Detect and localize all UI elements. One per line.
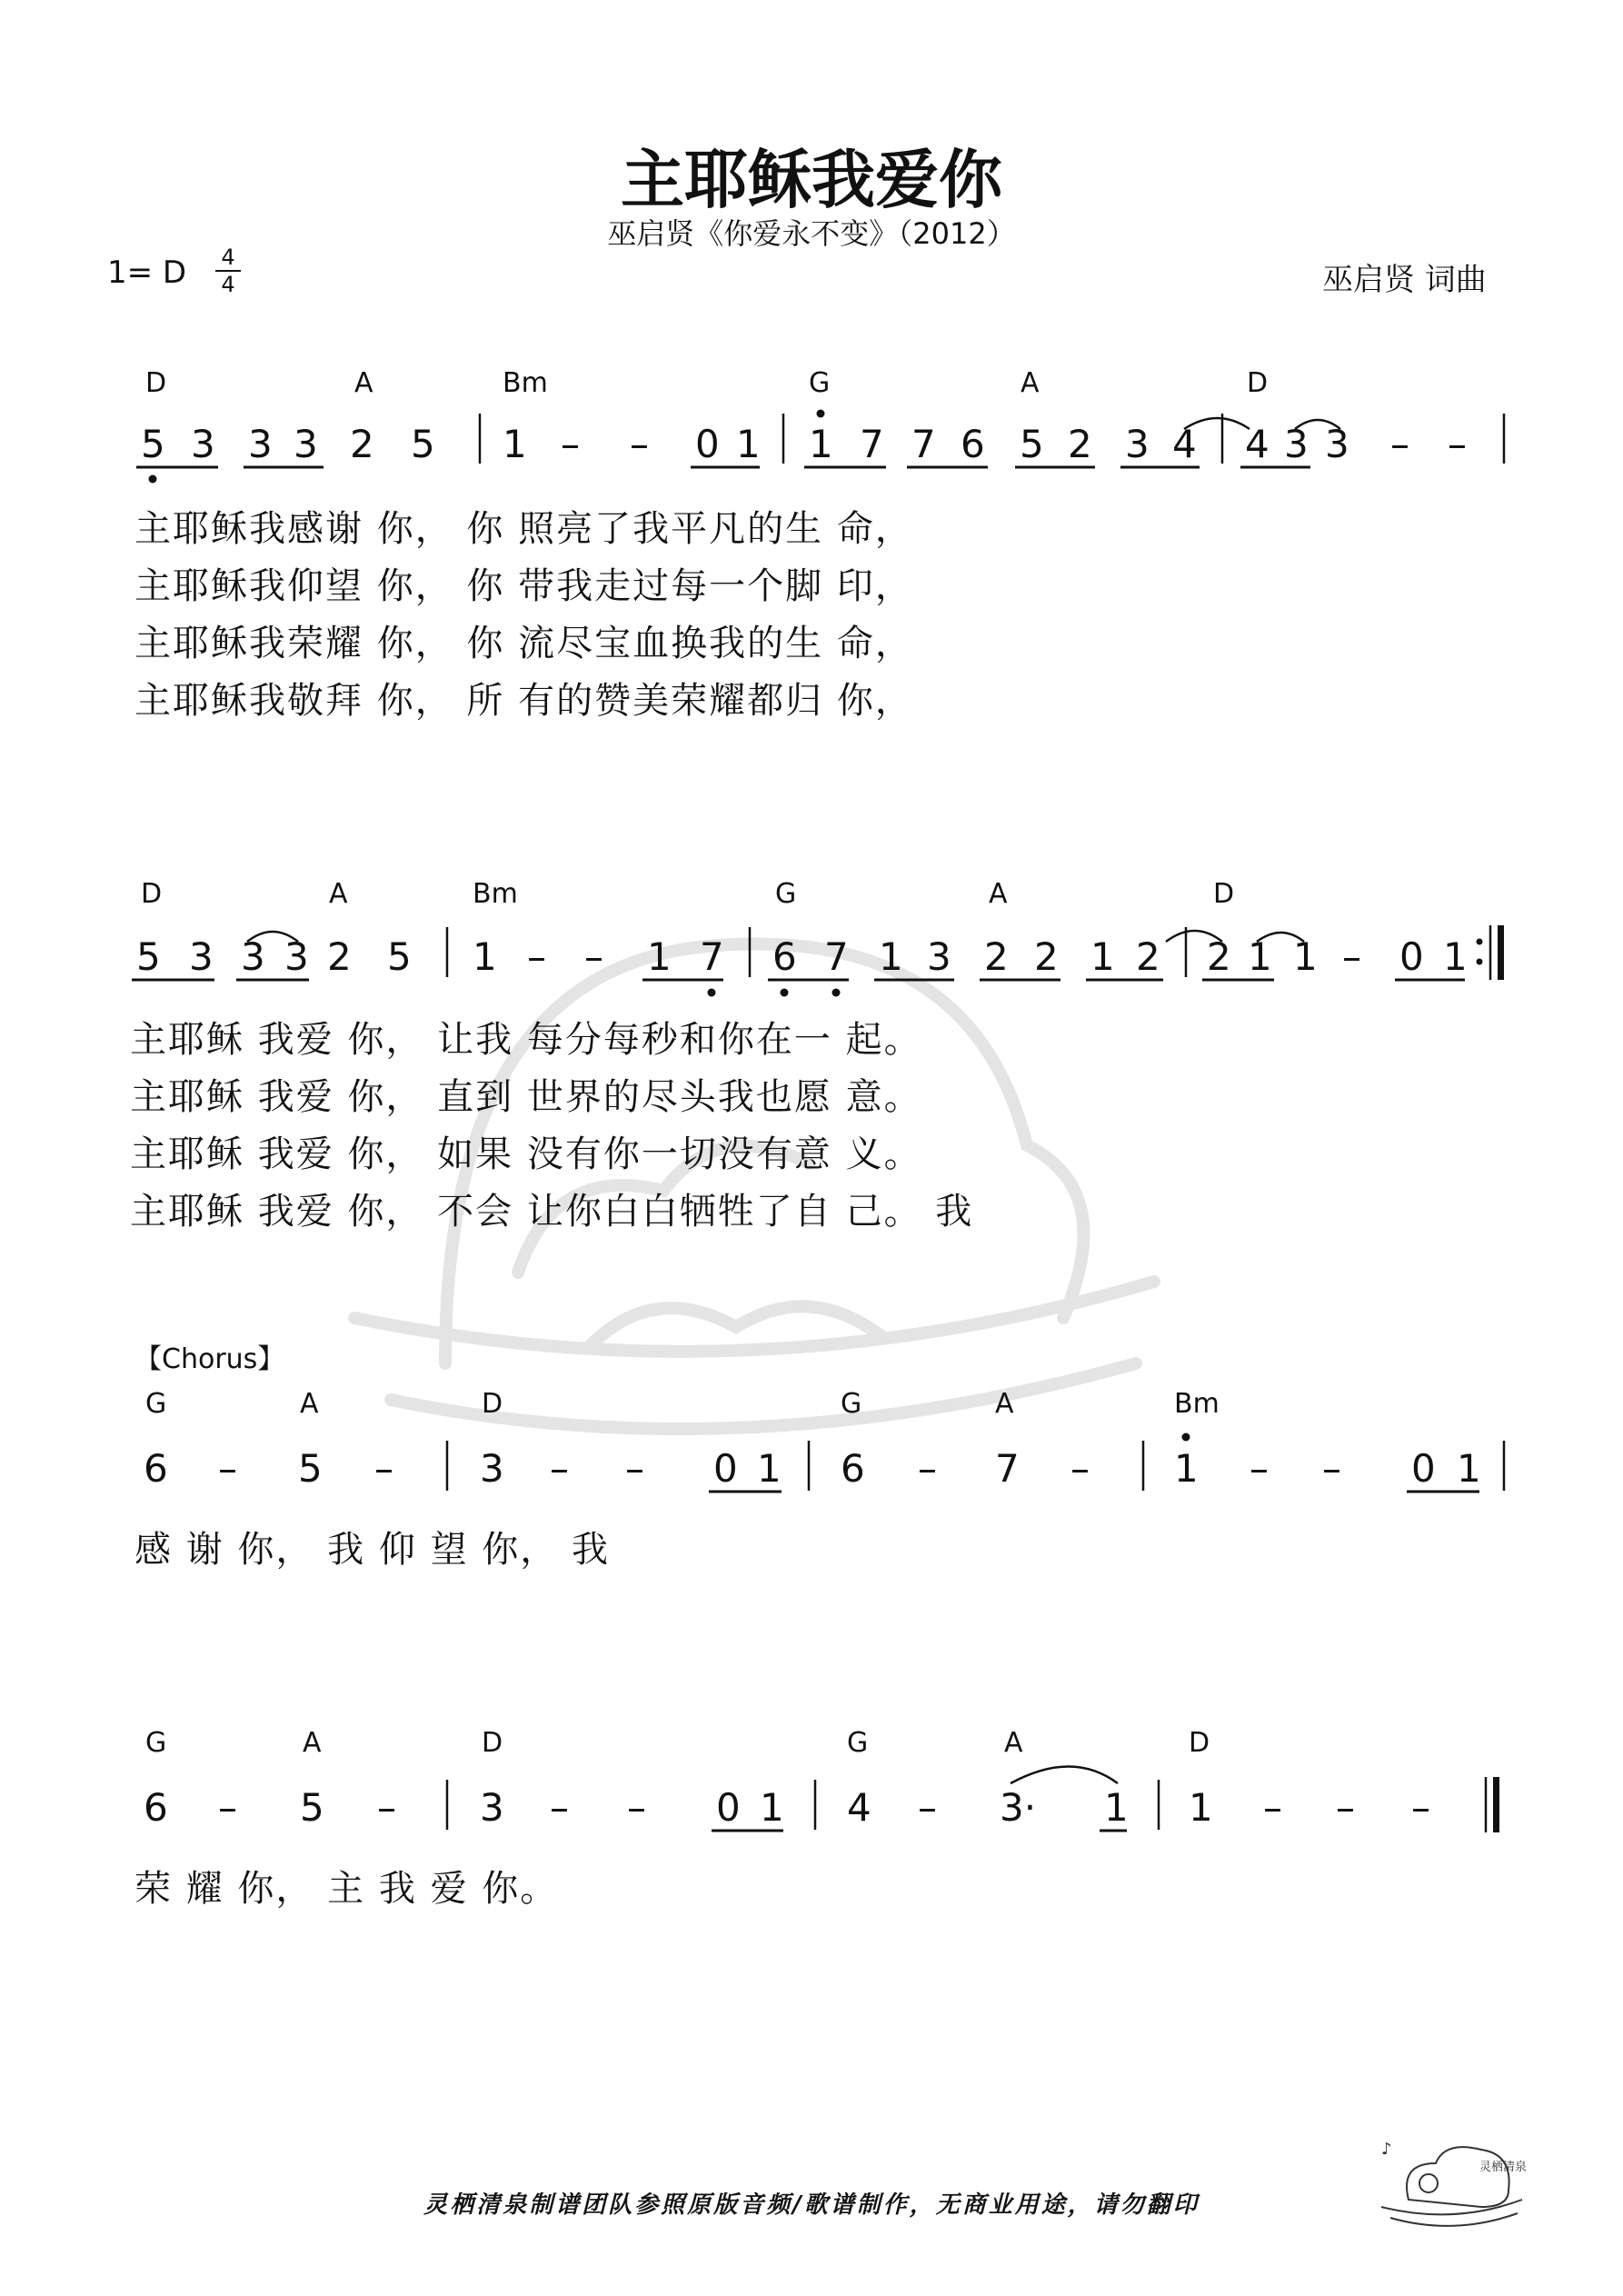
chord-label: D [1189,1727,1210,1759]
svg-text:1: 1 [473,934,497,979]
chord-label: G [809,367,831,399]
svg-text:1: 1 [1248,934,1272,979]
chord-label: D [141,878,163,910]
svg-text:3: 3 [1325,422,1349,466]
chord-label: D [482,1388,503,1420]
svg-text:1: 1 [1457,1446,1481,1491]
chord-label: A [329,878,348,910]
svg-text:1: 1 [1443,934,1468,979]
svg-text:1: 1 [1104,1785,1129,1830]
chord-label: D [145,367,167,399]
svg-text:1: 1 [1090,934,1115,979]
svg-text:4: 4 [1245,422,1270,466]
svg-text:–: – [218,1446,237,1491]
lyric-line: 主耶稣我感谢 你， 你 照亮了我平凡的生 命， [134,508,913,550]
svg-text:6: 6 [144,1785,168,1830]
sheep-logo-icon [1372,2127,1527,2236]
svg-text:3: 3 [241,934,265,979]
svg-text:7: 7 [860,422,884,466]
svg-text:–: – [1322,1446,1341,1491]
svg-text:1: 1 [757,1446,782,1491]
svg-text:1: 1 [809,422,833,466]
chord-label: G [145,1388,167,1420]
svg-text:2: 2 [1207,934,1231,979]
svg-text:2: 2 [1136,934,1160,979]
lyric-line: 主耶稣我仰望 你， 你 带我走过每一个脚 印， [134,565,913,607]
svg-text:5: 5 [300,1785,324,1830]
svg-text:1: 1 [879,934,903,979]
chord-label: D [482,1727,503,1759]
svg-text:–: – [1263,1785,1282,1830]
svg-text:–: – [374,1446,393,1491]
svg-text:6: 6 [961,422,985,466]
lyric-line: 主耶稣 我爱 你， 如果 没有你一切没有意 义。 [130,1133,922,1175]
svg-text:3: 3 [189,934,214,979]
chorus-section-label: 【Chorus】 [134,1343,285,1375]
svg-text:7: 7 [700,934,724,979]
chord-label: A [995,1388,1014,1420]
svg-text:–: – [918,1446,937,1491]
chord-label: A [303,1727,322,1759]
chord-label: A [1021,367,1040,399]
svg-text:3: 3 [480,1785,504,1830]
chord-label: G [775,878,797,910]
chord-label: A [354,367,373,399]
svg-text:7: 7 [995,1446,1020,1491]
svg-text:1: 1 [647,934,672,979]
svg-text:7: 7 [911,422,936,466]
key-signature: 1= D [107,255,187,291]
lyric-line: 主耶稣 我爱 你， 不会 让你白白牺牲了自 己。 我 [130,1191,974,1233]
svg-text:–: – [1250,1446,1269,1491]
svg-text:♪: ♪ [1381,2140,1392,2159]
time-signature-bottom: 4 [221,272,235,297]
chord-label: Bm [503,367,548,399]
svg-text:3: 3 [191,422,215,466]
svg-text:–: – [561,422,580,466]
svg-text:3: 3 [294,422,318,466]
svg-text:5: 5 [298,1446,323,1491]
svg-text:0: 0 [1399,934,1424,979]
svg-text:5: 5 [387,934,412,979]
svg-text:2: 2 [327,934,352,979]
lyric-line: 主耶稣 我爱 你， 让我 每分每秒和你在一 起。 [130,1019,922,1061]
svg-text:3: 3 [1284,422,1309,466]
composer-credit: 巫启贤 词曲 [1322,262,1487,298]
svg-text:4: 4 [1172,422,1197,466]
svg-text:0: 0 [1411,1446,1436,1491]
album-subtitle: 巫启贤《你爱永不变》（2012） [607,216,1016,251]
svg-text:–: – [550,1446,569,1491]
svg-text:5: 5 [1020,422,1044,466]
svg-text:7: 7 [824,934,849,979]
svg-text:3: 3 [284,934,309,979]
chord-label: G [841,1388,862,1420]
svg-text:5: 5 [411,422,435,466]
song-title: 主耶稣我爱你 [621,143,1002,217]
svg-text:–: – [550,1785,569,1830]
svg-text:3: 3 [480,1446,504,1491]
svg-text:5: 5 [141,422,165,466]
svg-text:1: 1 [503,422,527,466]
svg-text:5: 5 [136,934,161,979]
svg-text:–: – [1448,422,1467,466]
lyric-line: 主耶稣我敬拜 你， 所 有的赞美荣耀都归 你， [134,680,913,722]
svg-text:–: – [630,422,649,466]
logo-text: 灵栖清泉 [1479,2161,1527,2174]
lyric-line: 荣 耀 你， 主 我 爱 你。 [134,1868,559,1910]
svg-text:6: 6 [772,934,797,979]
svg-text:–: – [527,934,546,979]
chord-label: A [1004,1727,1023,1759]
svg-text:–: – [1390,422,1409,466]
svg-text:6: 6 [841,1446,865,1491]
chord-label: A [989,878,1008,910]
svg-text:–: – [1342,934,1361,979]
chord-label: Bm [473,878,518,910]
svg-text:–: – [377,1785,396,1830]
svg-text:3·: 3· [1000,1785,1037,1830]
chord-label: D [1247,367,1269,399]
chord-label: A [300,1388,319,1420]
svg-text:2: 2 [1034,934,1059,979]
chord-label: D [1213,878,1235,910]
lyric-line: 主耶稣 我爱 你， 直到 世界的尽头我也愿 意。 [130,1076,922,1118]
lyric-line: 主耶稣我荣耀 你， 你 流尽宝血换我的生 命， [134,623,913,664]
svg-text:1: 1 [1174,1446,1199,1491]
lyric-line: 感 谢 你， 我 仰 望 你， 我 [134,1529,611,1571]
svg-text:–: – [918,1785,937,1830]
svg-text:–: – [218,1785,237,1830]
svg-text:0: 0 [695,422,720,466]
svg-text:2: 2 [984,934,1009,979]
svg-text:–: – [627,1785,646,1830]
svg-text:1: 1 [1189,1785,1213,1830]
svg-text:–: – [584,934,603,979]
svg-text:0: 0 [713,1446,738,1491]
svg-text:–: – [625,1446,644,1491]
svg-text:1: 1 [1293,934,1318,979]
svg-text:2: 2 [350,422,374,466]
chord-label: G [145,1727,167,1759]
svg-text:4: 4 [847,1785,871,1830]
chord-label: Bm [1174,1388,1220,1420]
svg-text:0: 0 [716,1785,741,1830]
chord-label: G [847,1727,869,1759]
footer-note: 灵栖清泉制谱团队参照原版音频/歌谱制作，无商业用途，请勿翻印 [423,2191,1200,2219]
svg-text:3: 3 [927,934,951,979]
svg-text:1: 1 [760,1785,784,1830]
svg-text:3: 3 [1125,422,1150,466]
svg-text:6: 6 [144,1446,168,1491]
time-signature-top: 4 [221,245,235,270]
svg-text:–: – [1070,1446,1090,1491]
svg-text:1: 1 [736,422,761,466]
svg-text:–: – [1336,1785,1355,1830]
svg-text:3: 3 [248,422,273,466]
svg-text:2: 2 [1068,422,1092,466]
svg-text:–: – [1411,1785,1430,1830]
